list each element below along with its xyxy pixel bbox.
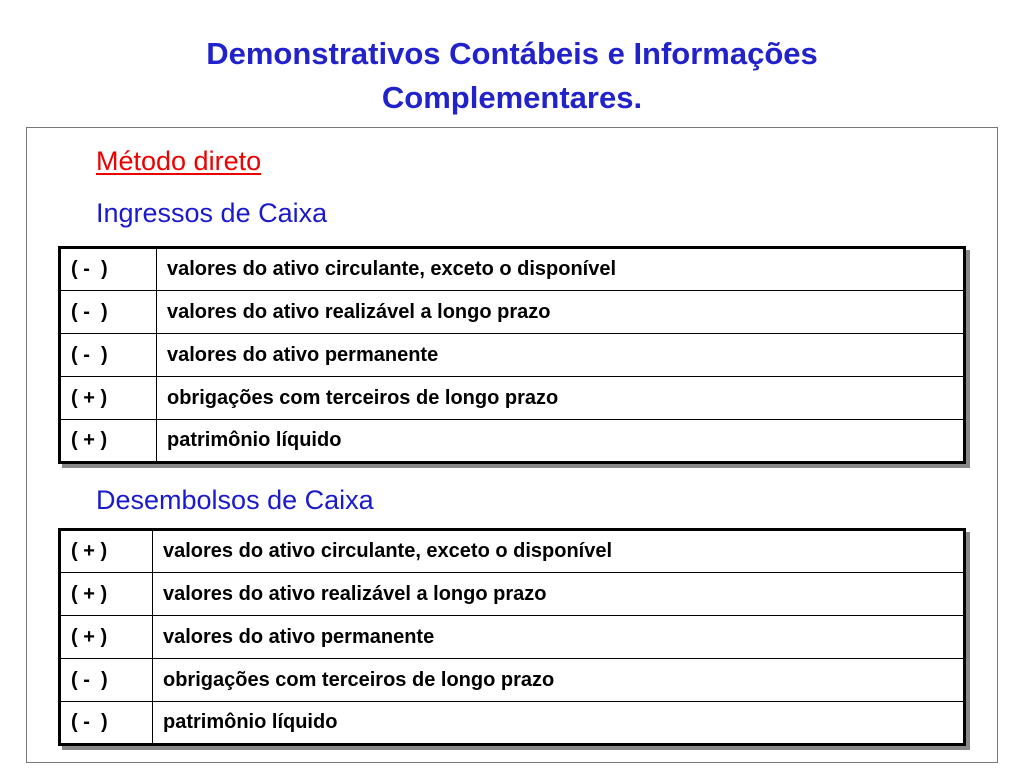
description-cell: valores do ativo permanente — [153, 616, 965, 659]
sign-cell: ( + ) — [60, 420, 157, 463]
sign-cell: ( - ) — [60, 702, 153, 745]
table-row — [60, 248, 965, 291]
slide-title — [0, 32, 1024, 120]
description-cell: valores do ativo circulante, exceto o disponível — [153, 530, 965, 573]
description-cell: patrimônio líquido — [157, 420, 965, 463]
description-cell: valores do ativo permanente — [157, 334, 965, 377]
sign-cell: ( - ) — [60, 659, 153, 702]
slide-title-line-2: Complementares. — [381, 80, 643, 115]
table-row — [60, 334, 965, 377]
desembolsos-table — [58, 528, 966, 746]
description-cell: valores do ativo realizável a longo prazo — [157, 291, 965, 334]
table-row — [60, 573, 965, 616]
table-row — [60, 702, 965, 745]
table-row — [60, 377, 965, 420]
table-row — [60, 530, 965, 573]
description-cell: valores do ativo circulante, exceto o disponível — [157, 248, 965, 291]
slide-title-line-1: Demonstrativos Contábeis e Informações — [206, 36, 818, 71]
sign-cell: ( + ) — [60, 573, 153, 616]
description-cell: valores do ativo realizável a longo prazo — [153, 573, 965, 616]
sign-cell: ( - ) — [60, 248, 157, 291]
description-cell: obrigações com terceiros de longo prazo — [157, 377, 965, 420]
sign-cell: ( + ) — [60, 616, 153, 659]
sign-cell: ( - ) — [60, 334, 157, 377]
table-row — [60, 291, 965, 334]
sign-cell: ( + ) — [60, 530, 153, 573]
method-heading: Método direto — [96, 146, 262, 176]
table-row — [60, 420, 965, 463]
table-row — [60, 659, 965, 702]
ingressos-heading: Ingressos de Caixa — [96, 198, 328, 228]
sign-cell: ( - ) — [60, 291, 157, 334]
ingressos-table — [58, 246, 966, 464]
table-row — [60, 616, 965, 659]
description-cell: obrigações com terceiros de longo prazo — [153, 659, 965, 702]
description-cell: patrimônio líquido — [153, 702, 965, 745]
desembolsos-heading: Desembolsos de Caixa — [96, 485, 374, 515]
sign-cell: ( + ) — [60, 377, 157, 420]
